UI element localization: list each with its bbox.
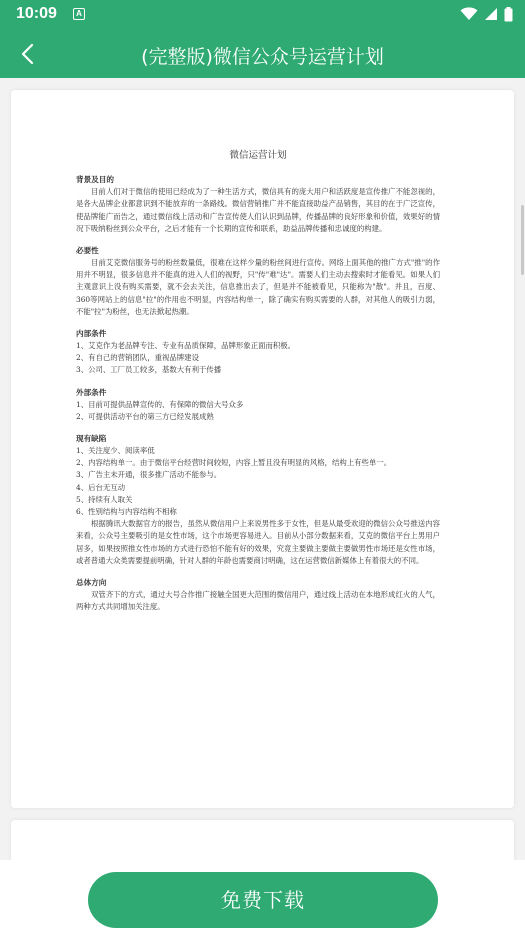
section-paragraph: 5、持续有人取关: [76, 494, 133, 504]
section-heading: 总体方向: [76, 578, 107, 588]
document-sections: [76, 174, 440, 613]
section-paragraph: 双管齐下的方式，通过大号合作推广接触全国更大范围的微信用户，通过线上活动在本地形成红火的人气，两种方式共同增加关注度。: [76, 590, 440, 612]
section-paragraph: 4、后台无互动: [76, 482, 126, 492]
section-paragraph: 3、公司、工厂员工较多，基数大有利于传播: [76, 365, 222, 375]
section-paragraph: 1、关注度少、阅读率低: [76, 446, 155, 456]
section-paragraph: 目前人们对于微信的使用已经成为了一种生活方式，微信具有的庞大用户和活跃度是宣传推广不能忽视的，是各大品牌企业都意识到不能放弃的一条路线。微信营销推广并不能直接助益产品销售，其目的在于广泛宣传，使品牌能广而告之，通过微信线上活动和广告宣传使人们认识到品牌，传播品牌的良好形象和价值，效果好的情况下吸纳粉丝到公众平台，之后才能有一个长期的宣传和联系，助益品牌传播和忠诚度的构建。: [76, 187, 440, 233]
section-paragraph: 2、有自己的营销团队，重视品牌建设: [76, 353, 199, 363]
section-paragraph: 1、目前可提供品牌宣传的、有保障的微信大号众多: [76, 399, 244, 409]
wifi-icon: [460, 7, 478, 21]
section-heading: 内部条件: [76, 329, 107, 339]
section-heading: 背景及目的: [76, 175, 114, 185]
section-paragraph: 根据腾讯大数据官方的报告，虽然从微信用户上来说男性多于女性，但是从最受欢迎的微信公众号推送内容来看，公众号主要吸引的是女性市场，这个市场更容易进入。目前从小部分数据来看，艾克的微信平台上男用户居多，如果按照推女性市场的方式进行恐怕不能有好的效果，究竟主要做主要做主要做男性市场还是女性市场，或者普通大众类需要提前明确，针对人群的年龄也需要商讨明确，这在运营微信新媒体上有着很大的不同。: [76, 519, 440, 565]
download-button[interactable]: 免费下载: [88, 872, 438, 928]
status-icons: [460, 6, 513, 22]
document-title: 微信运营计划: [229, 150, 287, 161]
section-paragraph: 2、可提供活动平台的第三方已经发展成熟: [76, 411, 214, 421]
section-heading: 现有缺陷: [76, 434, 107, 444]
section-heading: 外部条件: [76, 387, 107, 397]
app-header: [0, 30, 525, 78]
section-paragraph: 目前艾克微信服务号的粉丝数量低，很难在这样少量的粉丝间进行宣传。网络上面其他的推广方式"推"的作用并不明显，很多信息并不能真的进入人们的视野，只"传"难"达"。需要人们主动去搜索时才能看见。如果人们主观意识上没有购买需要，就不会去关注，信息推出去了，但是并不能被看见，只能称为"散"。并且，百度、360等网站上的信息"拉"的作用也不明显，内容结构单一，除了确实有购买需要的人群，对其他人的吸引力弱，不能"拉"为粉丝，也无法掀起热潮。: [76, 258, 440, 316]
section-paragraph: 1、艾克作为老品牌专注、专业有品质保障，品牌形象正面而积极。: [76, 341, 296, 351]
section-heading: 必要性: [76, 246, 99, 256]
status-time: 10:09: [16, 5, 57, 22]
section-paragraph: 2、内容结构单一。由于微信平台经营时间较短，内容上暂且没有明显的风格，结构上有些单一。: [76, 458, 392, 468]
section-paragraph: 3、广告主未开通，很多推广活动不能参与。: [76, 470, 222, 480]
status-bar: [0, 0, 525, 30]
scrollbar-thumb[interactable]: [521, 205, 524, 275]
document-content: [76, 150, 440, 613]
notification-icon: A: [73, 8, 85, 20]
signal-icon: [484, 7, 498, 21]
battery-icon: [504, 7, 513, 22]
page-title: (完整版)微信公众号运营计划: [141, 46, 384, 68]
section-paragraph: 6、性别结构与内容结构不相称: [76, 507, 177, 517]
